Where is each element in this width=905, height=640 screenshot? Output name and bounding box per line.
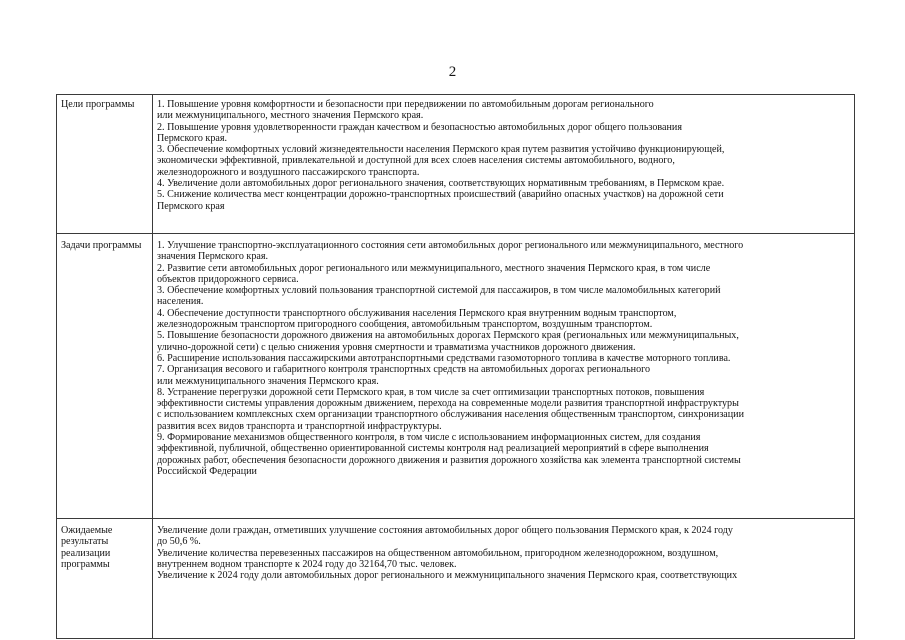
text-line: экономически эффективной, привлекательной и доступной для всех слоев населения системы автомобильного, водного, xyxy=(157,155,675,167)
text-line: значения Пермского края. xyxy=(157,251,269,263)
text-line: развития всех видов транспорта и транспортной инфраструктуры. xyxy=(157,420,442,432)
row-content-results xyxy=(153,519,855,639)
text-line: эффективности системы управления дорожным движением, перехода на современные модели развития транспортной инфраструктуры xyxy=(157,398,739,410)
text-line: 4. Увеличение доли автомобильных дорог регионального значения, соответствующих нормативным требованиям, в Пермском крае. xyxy=(157,178,725,190)
row-content-tasks xyxy=(153,234,855,519)
text-line: 2. Повышение уровня удовлетворенности граждан качеством и безопасностью автомобильных дорог общего пользования xyxy=(157,121,682,133)
text-line: Увеличение к 2024 году доли автомобильных дорог регионального и межмуниципального значения Пермского края, соответствующих xyxy=(157,570,738,582)
text-line: Российской Федерации xyxy=(157,465,257,477)
text-line: 6. Расширение использования пассажирскими автотранспортными средствами газомоторного топлива в качестве моторного топлива. xyxy=(157,352,731,364)
text-line: или межмуниципального, местного значения Пермского края. xyxy=(157,110,424,122)
text-line: железнодорожного и воздушного пассажирского транспорта. xyxy=(157,166,420,178)
text-line: 3. Обеспечение комфортных условий жизнедеятельности населения Пермского края путем развития устойчиво функционирующей, xyxy=(157,144,725,156)
text-line: 5. Повышение безопасности дорожного движения на автомобильных дорогах Пермского края (региональных или межмуниципальных, xyxy=(157,330,739,342)
text-line: населения. xyxy=(157,296,204,308)
text-line: объектов придорожного сервиса. xyxy=(157,273,299,285)
text-line: Увеличение количества перевезенных пассажиров на общественном автомобильном, пригородном железнодорожном, воздушном, xyxy=(157,547,719,559)
table-row-results xyxy=(57,519,855,639)
text-line: улично-дорожной сети) с целью снижения уровня смертности и травматизма участников дорожного движения. xyxy=(157,341,636,353)
row-label-goals: Цели программы xyxy=(57,95,153,234)
text-line: 5. Снижение количества мест концентрации дорожно-транспортных происшествий (аварийно опасных участков) на дорожной сети xyxy=(157,189,724,201)
text-line: 9. Формирование механизмов общественного контроля, в том числе с использованием информационных систем, для создания xyxy=(157,432,701,444)
text-line: эффективной, публичной, общественно ориентированной системы контроля над реализацией мероприятий в сфере выполнения xyxy=(157,443,709,455)
text-line: до 50,6 %. xyxy=(157,536,201,548)
text-line: Увеличение доли граждан, отметивших улучшение состояния автомобильных дорог общего пользования Пермского края, к 2024 году xyxy=(157,525,733,536)
text-line: 1. Повышение уровня комфортности и безопасности при передвижении по автомобильным дорогам регионального xyxy=(157,99,654,110)
text-line: Пермского края xyxy=(157,200,225,212)
text-line: 7. Организация весового и габаритного контроля транспортных средств на автомобильных дорогах регионального xyxy=(157,364,651,376)
text-line: 4. Обеспечение доступности транспортного обслуживания населения Пермского края внутренним водным транспортом, xyxy=(157,307,677,319)
text-line: 3. Обеспечение комфортных условий пользования транспортной системой для пассажиров, в том числе маломобильных категорий xyxy=(157,285,721,297)
row-label-tasks: Задачи программы xyxy=(57,234,153,519)
table-row-tasks xyxy=(57,234,855,519)
table-row-goals xyxy=(57,95,855,234)
program-passport-table xyxy=(56,94,855,639)
text-line: дорожных работ, обеспечения безопасности дорожного движения и развития дорожного хозяйства как элемента транспортной системы xyxy=(157,454,741,466)
text-line: железнодорожным транспортом пригородного сообщения, автомобильным транспортом, воздушным транспортом. xyxy=(157,319,653,331)
text-line: или межмуниципального значения Пермского края. xyxy=(157,375,379,387)
page-number: 2 xyxy=(448,64,457,80)
text-line: 2. Развитие сети автомобильных дорог регионального или межмуниципального, местного значения Пермского края, в том числе xyxy=(157,262,711,274)
text-line: внутреннем водном транспорте к 2024 году до 32164,70 тыс. человек. xyxy=(157,558,457,570)
text-line: 1. Улучшение транспортно-эксплуатационного состояния сети автомобильных дорог регионального или межмуниципального, местного xyxy=(157,240,744,251)
row-label-results: Ожидаемые результаты реализации программы xyxy=(57,519,153,639)
text-line: Пермского края. xyxy=(157,132,228,144)
row-content-goals xyxy=(153,95,855,234)
text-line: с использованием комплексных схем организации транспортного обслуживания населения общественным транспортом, синхронизации xyxy=(157,409,744,421)
text-line: 8. Устранение перегрузки дорожной сети Пермского края, в том числе за счет оптимизации транспортных потоков, повышения xyxy=(157,386,705,398)
